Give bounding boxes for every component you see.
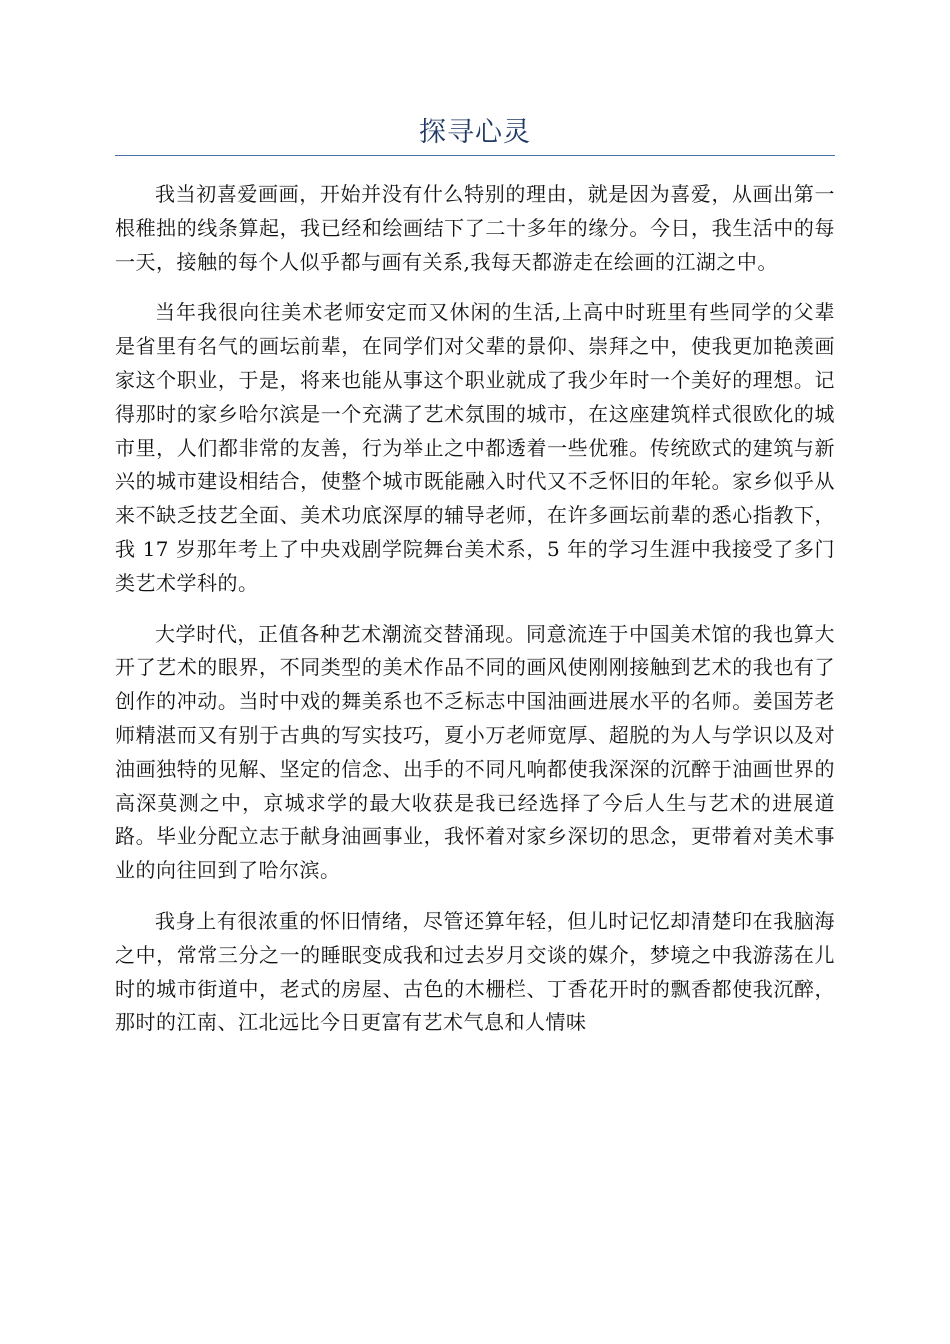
paragraph-4: 我身上有很浓重的怀旧情绪，尽管还算年轻，但儿时记忆却清楚印在我脑海之中，常常三分之一的睡眠变成我和过去岁月交谈的媒介，梦境之中我游荡在儿时的城市街道中，老式的房屋、古色的木栅栏、丁香花开时的飘香都使我沉醉，那时的江南、江北远比今日更富有艺术气息和人情味 <box>115 908 835 1035</box>
paragraph-3: 大学时代，正值各种艺术潮流交替涌现。同意流连于中国美术馆的我也算大开了艺术的眼界，不同类型的美术作品不同的画风使刚刚接触到艺术的我也有了创作的冲动。当时中戏的舞美系也不乏标志中国油画进展水平的名师。姜国芳老师精湛而又有别于古典的写实技巧，夏小万老师宽厚、超脱的为人与学识以及对油画独特的见解、坚定的信念、出手的不同凡响都使我深深的沉醉于油画世界的高深莫测之中，京城求学的最大收获是我已经选择了今后人生与艺术的进展道路。毕业分配立志于献身油画事业，我怀着对家乡深切的思念，更带着对美术事业的向往回到了哈尔滨。 <box>115 621 835 883</box>
document-title: 探寻心灵 <box>419 117 531 148</box>
paragraph-2: 当年我很向往美术老师安定而又休闲的生活,上高中时班里有些同学的父辈是省里有名气的画坛前辈，在同学们对父辈的景仰、崇拜之中，使我更加艳羡画家这个职业，于是，将来也能从事这个职业就成了我少年时一个美好的理想。记得那时的家乡哈尔滨是一个充满了艺术氛围的城市，在这座建筑样式很欧化的城市里，人们都非常的友善，行为举止之中都透着一些优雅。传统欧式的建筑与新兴的城市建设相结合，使整个城市既能融入时代又不乏怀旧的年轮。家乡似乎从来不缺乏技艺全面、美术功底深厚的辅导老师，在许多画坛前辈的悉心指教下，我 17 岁那年考上了中央戏剧学院舞台美术系，5 年的学习生涯中我接受了多门类艺术学科的。 <box>115 300 835 595</box>
paragraph-1: 我当初喜爱画画，开始并没有什么特别的理由，就是因为喜爱，从画出第一根稚拙的线条算起，我已经和绘画结下了二十多年的缘分。今日，我生活中的每一天，接触的每个人似乎都与画有关系,我每天都游走在绘画的江湖之中。 <box>115 182 835 274</box>
title-underline-divider <box>115 155 835 156</box>
document-body <box>115 178 835 1057</box>
